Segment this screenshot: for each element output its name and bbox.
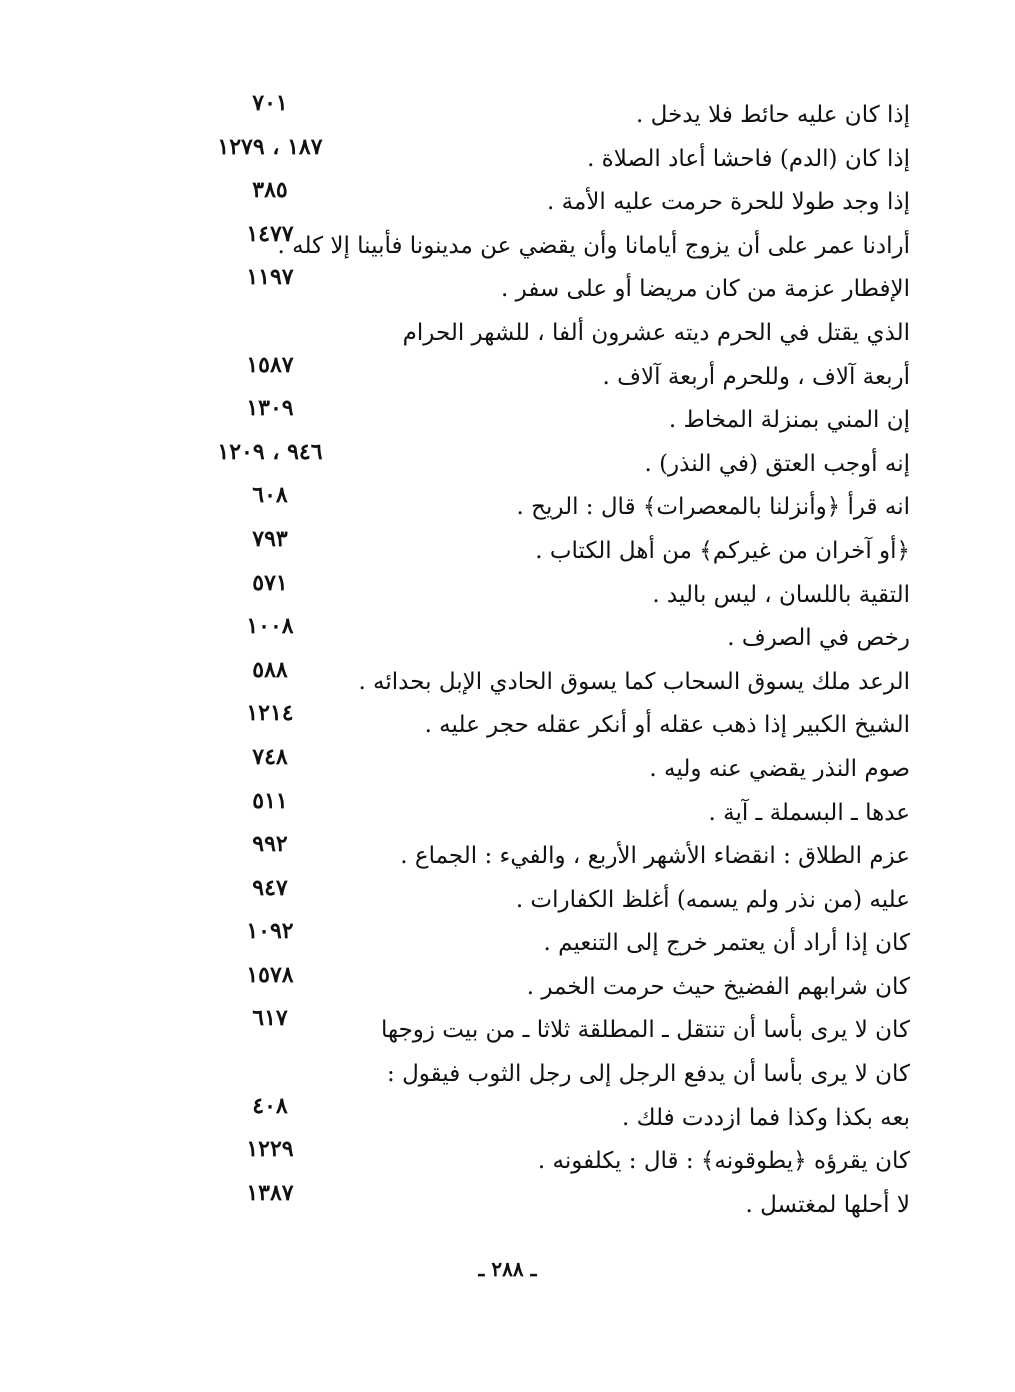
entry-reference-number: ٩٩٢ (252, 831, 288, 858)
index-entry (210, 133, 910, 182)
index-entry (210, 1053, 910, 1097)
entry-reference-number: ١٢٢٩ (246, 1136, 294, 1163)
entry-reference-number: ١٢١٤ (246, 700, 294, 727)
entry-reference-number: ٩٤٧ (252, 874, 288, 901)
entry-reference-number: ٦٠٨ (252, 482, 288, 509)
entry-text: إذا كان (الدم) فاحشا أعاد الصلاة . (587, 145, 910, 172)
index-entry (210, 656, 910, 705)
entry-reference-number: ٧٤٨ (252, 743, 288, 770)
index-entry (210, 831, 910, 879)
entry-text: إن المني بمنزلة المخاط . (668, 407, 910, 434)
entry-text: كان لا يرى بأسا أن تنتقل ـ المطلقة ثلاثا ـ من بيت زوجها (380, 1017, 910, 1044)
index-entry (210, 787, 910, 836)
index-entry (210, 613, 910, 661)
entry-text: الإفطار عزمة من كان مريضا أو على سفر . (501, 276, 910, 303)
entry-text: الشيخ الكبير إذا ذهب عقله أو أنكر عقله حجر عليه . (424, 712, 910, 739)
entry-text: انه قرأ ﴿وأنزلنا بالمعصرات﴾ قال : الريح . (516, 494, 910, 521)
entry-text: كان شرابهم الفضيخ حيث حرمت الخمر . (526, 973, 910, 1000)
entry-reference-number: ٥٨٨ (252, 656, 288, 683)
page-number: ـ ٢٨٨ ـ (478, 1257, 537, 1281)
index-entry (210, 700, 910, 748)
index-entry (210, 351, 910, 400)
entry-reference-number: ١٤٧٧ (246, 220, 294, 247)
entry-text: كان لا يرى بأسا أن يدفع الرجل إلى رجل الثوب فيقول : (387, 1061, 910, 1088)
entry-text: عزم الطلاق : انقضاء الأشهر الأربع ، والفيء : الجماع . (400, 843, 910, 870)
entry-text: إذا وجد طولا للحرة حرمت عليه الأمة . (546, 189, 910, 216)
index-entry (210, 1179, 910, 1228)
index-entry (210, 312, 910, 356)
entry-reference-number: ١٠٩٢ (246, 918, 294, 945)
index-entry (210, 961, 910, 1010)
index-entry (210, 482, 910, 530)
index-entry (210, 264, 910, 312)
entry-text: إذا كان عليه حائط فلا يدخل . (636, 102, 910, 128)
entry-reference-number: ١٠٠٨ (246, 613, 294, 640)
index-entry (210, 1136, 910, 1184)
entry-text: الرعد ملك يسوق السحاب كما يسوق الحادي الإبل بحدائه . (358, 668, 910, 695)
entry-reference-number: ١٣٨٧ (246, 1179, 294, 1206)
index-entry (210, 918, 910, 966)
index-entry (210, 525, 910, 574)
index-entry (210, 743, 910, 792)
hadith-index-list (210, 90, 910, 1227)
index-entry (210, 569, 910, 618)
entry-text: أرادنا عمر على أن يزوج أيامانا وأن يقضي عن مدينونا فأبينا إلا كله . (277, 232, 910, 259)
entry-reference-number: ١٥٧٨ (246, 961, 294, 988)
entry-text: صوم النذر يقضي عنه وليه . (649, 755, 910, 782)
entry-text: بعه بكذا وكذا فما ازددت فلك . (621, 1104, 910, 1131)
entry-reference-number: ٦١٧ (252, 1005, 288, 1032)
entry-text: عدها ـ البسملة ـ آية . (708, 799, 910, 826)
entry-reference-number: ١٥٨٧ (246, 351, 294, 378)
entry-text: الذي يقتل في الحرم ديته عشرون ألفا ، للشهر الحرام (402, 319, 910, 346)
entry-reference-number: ٣٨٥ (252, 177, 288, 204)
entry-text: التقية باللسان ، ليس باليد . (652, 581, 910, 608)
index-entry (210, 177, 910, 225)
entry-text: أربعة آلاف ، وللحرم أربعة آلاف . (602, 363, 910, 390)
entry-reference-number: ٧٩٣ (252, 525, 288, 552)
entry-text: لا أحلها لمغتسل . (745, 1191, 910, 1218)
entry-reference-number: ٥١١ (252, 787, 288, 814)
entry-text: عليه (من نذر ولم يسمه) أغلظ الكفارات . (515, 886, 910, 913)
index-entry (210, 438, 910, 487)
entry-reference-number: ١١٩٧ (246, 264, 294, 291)
entry-reference-number: ١٨٧ ، ١٢٧٩ (217, 133, 323, 160)
index-entry (210, 1092, 910, 1141)
entry-reference-number: ٧٠١ (252, 90, 288, 116)
entry-reference-number: ٩٤٦ ، ١٢٠٩ (217, 438, 323, 465)
index-entry (210, 220, 910, 269)
entry-reference-number: ١٣٠٩ (246, 395, 294, 422)
index-entry (210, 1005, 910, 1053)
index-entry (210, 395, 910, 443)
index-entry (210, 874, 910, 923)
entry-text: رخص في الصرف . (727, 625, 910, 652)
entry-text: كان إذا أراد أن يعتمر خرج إلى التنعيم . (543, 930, 910, 957)
entry-text: ﴿أو آخران من غيركم﴾ من أهل الكتاب . (535, 537, 910, 564)
entry-text: كان يقرؤه ﴿يطوقونه﴾ : قال : يكلفونه . (537, 1148, 910, 1175)
entry-text: إنه أوجب العتق (في النذر) . (644, 450, 910, 477)
entry-reference-number: ٤٠٨ (252, 1092, 288, 1119)
index-entry (210, 90, 910, 138)
entry-reference-number: ٥٧١ (252, 569, 288, 596)
